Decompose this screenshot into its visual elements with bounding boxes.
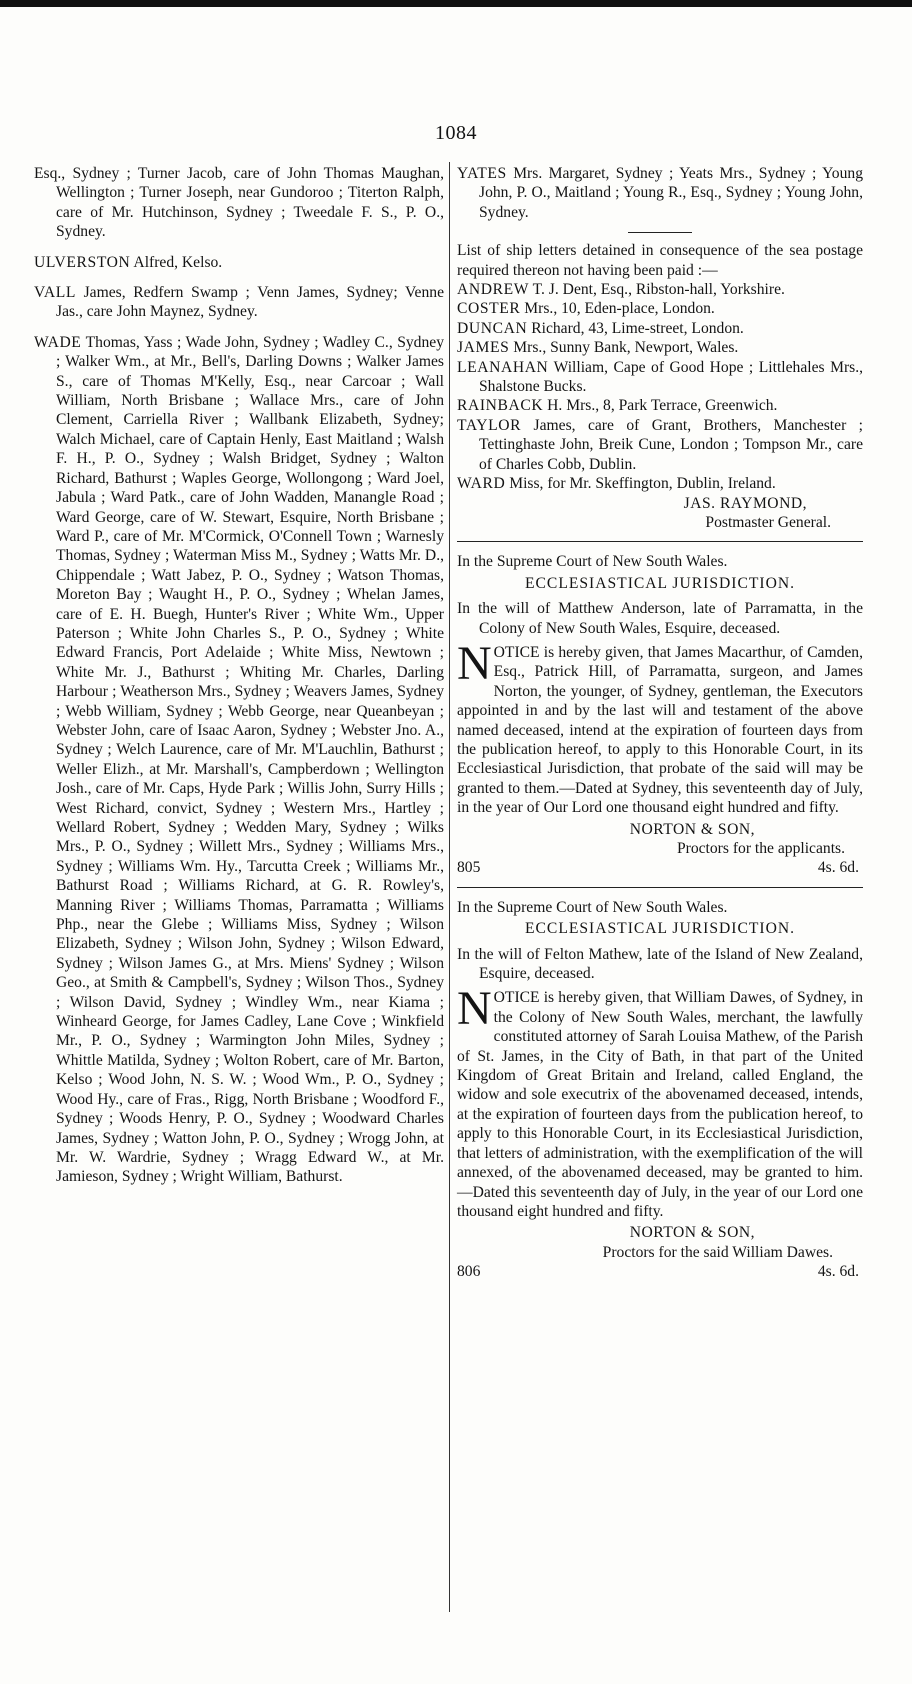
- top-border-rule: [0, 0, 912, 7]
- entry-surname: VALL: [34, 284, 76, 302]
- entry-text: William, Cape of Good Hope ; Littlehales Mrs., Shalstone Bucks.: [479, 358, 863, 396]
- entry-text: H. Mrs., 8, Park Terrace, Greenwich.: [543, 397, 778, 415]
- ship-letter-entry: [457, 338, 863, 357]
- ship-letter-entry: [457, 358, 863, 397]
- notice-number: 806: [457, 1263, 481, 1281]
- section-rule: [628, 232, 692, 233]
- notice-footer: [457, 1262, 863, 1281]
- entry-surname: LEANAHAN: [457, 358, 549, 376]
- entry-text: T. J. Dent, Esq., Ribston-hall, Yorkshire.: [529, 281, 785, 299]
- entry-surname: YATES: [457, 165, 507, 182]
- section-rule: [457, 541, 863, 542]
- ship-letter-entry: [457, 299, 863, 318]
- notice-805: [457, 552, 863, 878]
- entry-surname: WARD: [457, 475, 506, 493]
- entry-text: James, Redfern Swamp ; Venn James, Sydney; Venne Jas., care John Maynez, Sydney.: [56, 284, 444, 321]
- postmaster-signature: JAS. RAYMOND,: [683, 494, 807, 512]
- entry-surname: JAMES: [457, 339, 510, 357]
- page-number: 1084: [435, 122, 477, 144]
- entry-text: Richard, 43, Lime-street, London.: [527, 319, 744, 337]
- will-caption: In the will of Matthew Anderson, late of Parramatta, in the Colony of New South Wales, Esquire, deceased.: [457, 600, 863, 637]
- notice-806: [457, 898, 863, 1282]
- court-heading: In the Supreme Court of New South Wales.: [457, 898, 728, 916]
- entry-text: Mrs., 10, Eden-place, London.: [520, 300, 715, 318]
- ship-letter-entry: [457, 416, 863, 474]
- notice-price: 4s. 6d.: [817, 859, 859, 877]
- notice-number: 805: [457, 859, 481, 877]
- ship-letter-entry: [457, 319, 863, 338]
- entry-surname: RAINBACK: [457, 397, 544, 415]
- entry-surname: DUNCAN: [457, 319, 528, 337]
- will-caption: In the will of Felton Mathew, late of the Island of New Zealand, Esquire, deceased.: [457, 945, 863, 983]
- right-column: [457, 164, 863, 1282]
- entry-surname: WADE: [34, 333, 82, 351]
- letter-list-entry-v: [34, 283, 444, 322]
- letter-list-entry-w: [34, 333, 444, 1187]
- proctors-title: Proctors for the applicants.: [676, 840, 845, 857]
- ship-letters-intro: List of ship letters detained in consequence of the sea postage required thereon not having been paid :—: [457, 242, 863, 279]
- entry-text: Alfred, Kelso.: [130, 253, 223, 271]
- notice-footer: [457, 858, 863, 877]
- left-column: [34, 164, 444, 1198]
- entry-surname: COSTER: [457, 300, 521, 318]
- jurisdiction-heading: ECCLESIASTICAL JURISDICTION.: [525, 920, 795, 938]
- proctors-name: NORTON & SON,: [629, 1224, 755, 1242]
- court-heading: In the Supreme Court of New South Wales.: [457, 553, 728, 571]
- entry-text: Thomas, Yass ; Wade John, Sydney ; Wadley C., Sydney ; Walker Wm., at Mr., Bell's, Darling Downs ; Walker James S., care of Thomas M'Kelly, Esq., near Carcoar ; Wall William, North Brisbane ; Wallace Mrs., care of John Clement, Carriella River ; Wallbank Elizabeth, Sydney; Walch Michael, care of Captain Henly, East Maitland ; Walsh F. H., P. O., Sydney ; Walsh Bridget, Sydney ; Walton Richard, Bathurst ; Waples George, Wollongong ; Ward Joel, Jabula ; Ward Patk., care of John Wadden, Manangle Road ; Ward George, care of W. Stewart, Esquire, North Brisbane ; Ward P., care of Mr. M'Cormick, O'Connell Town ; Warnesly Thomas, Sydney ; Waterman Miss M., Sydney ; Watts Mr. D., Chippendale ; Watt Jabez, P. O., Sydney ; Watson Thomas, Moreton Bay ; Waught H., P. O., Sydney ; Whelan James, care of E. H. Buegh, Hunter's River ; White Wm., Upper Paterson ; White John Charles S., P. O., Sydney ; White Edward Francis, Port Adelaide ; White Miss, Newtown ; White Mr. J., Bathurst ; Whiting Mr. Charles, Darling Harbour ; Weatherson Mrs., Sydney ; Weavers James, Sydney ; Webb William, Sydney ; Webb George, near Queanbeyan ; Webster John, care of Isaac Aaron, Sydney ; Webster Jno. A., Sydney ; Welch Laurence, care of Mr. M'Lauchlin, Bathurst ; Weller Elizh., at Mr. Marshall's, Campberdown ; Wellington Josh., care of Mr. Caps, Hyde Park ; Willis John, Surry Hills ; West Richard, convict, Sydney ; Western Mrs., Hartley ; Wellard Robert, Sydney ; Wedden Mary, Sydney ; Wilks Mrs., P. O., Sydney ; Willett Mrs., Sydney ; Williams Mrs., Sydney ; Williams Wm. Hy., Tarcutta Creek ; Williams Mr., Bathurst Road ; Williams Richard, at G. R. Rowley's, Manning River ; Williams Thomas, Parramatta ; Williams Php., near the Glebe ; Williams Miss, Sydney ; Wilson Elizabeth, Sydney ; Wilson John, Sydney ; Wilson Edward, Sydney ; Wilson James G., at Mrs. Miens' Sydney ; Wilson Geo., at Smith & Campbell's, Sydney ; Wilson Thos., Sydney ; Wilson David, Sydney ; Windley Wm., near Kiama ; Winheard George, for James Cadley, Lane Cove ; Winkfield Mr., P. O., Sydney ; Warmington John Miles, Sydney ; Whittle Matilda, Sydney ; Wolton Robert, care of Mr. Barton, Kelso ; Wood John, N. S. W. ; Wood Wm., P. O., Sydney ; Wood Hy., care of Fras., Rigg, North Brisbane ; Woodford F., Sydney ; Woods Henry, P. O., Sydney ; Woodward Charles James, Sydney ; Watton John, P. O., Sydney ; Wrogg John, at Mr. W. Wardrie, Sydney ; Wragg Edward W., at Mr. Jamieson, Sydney ; Wright William, Bathurst.: [56, 333, 444, 1186]
- section-rule: [457, 887, 863, 888]
- postmaster-title: Postmaster General.: [705, 513, 831, 531]
- entry-surname: TAYLOR: [457, 416, 522, 434]
- letter-list-entry-t: [34, 164, 444, 242]
- entry-text: Esq., Sydney ; Turner Jacob, care of John Thomas Maughan, Wellington ; Turner Joseph, near Gundoroo ; Titerton Ralph, care of Mr. Hutchinson, Sydney ; Tweedale F. S., P. O., Sydney.: [34, 165, 444, 241]
- notice-price: 4s. 6d.: [817, 1263, 859, 1281]
- notice-body: NOTICE is hereby given, that James Macarthur, of Camden, Esq., Patrick Hill, of Parramatta, surgeon, and James Norton, the younger, of Sydney, gentleman, the Executors appointed in and by the last will and testament of the above named deceased, intend at the expiration of fourteen days from the publication hereof, to apply to this Honorable Court, in its Ecclesiastical Jurisdiction, that probate of the said will may be granted to them.—Dated at Sydney, this seventeenth day of July, in the year of Our Lord one thousand eight hundred and fifty.: [457, 636, 863, 817]
- entry-surname: ULVERSTON: [34, 253, 131, 271]
- column-divider: [449, 162, 450, 1612]
- ship-letter-entry: [457, 396, 863, 415]
- entry-surname: ANDREW: [457, 281, 530, 299]
- ship-letter-entry: [457, 474, 863, 493]
- ship-letter-entry: [457, 280, 863, 299]
- letter-list-entry-y: [457, 164, 863, 222]
- letter-list-entry-u: [34, 253, 444, 272]
- entry-text: Mrs., Sunny Bank, Newport, Wales.: [509, 339, 739, 357]
- notice-body: NOTICE is hereby given, that William Dawes, of Sydney, in the Colony of New South Wales, merchant, the lawfully constituted attorney of Sarah Louisa Mathew, of the Parish of St. James, in the City of Bath, in that part of the United Kingdom of Great Britain and Ireland, called England, the widow and sole executrix of the abovenamed deceased, intends, at the expiration of fourteen days from the publication hereof, to apply to this Honorable Court, in its Ecclesiastical Jurisdiction, that letters of administration, with the exemplification of the will annexed, of the abovenamed deceased, may be granted to him.—Dated this seventeenth day of July, in the year of our Lord one thousand eight hundred and fifty.: [457, 982, 863, 1220]
- proctors-title: Proctors for the said William Dawes.: [602, 1243, 833, 1261]
- jurisdiction-heading: ECCLESIASTICAL JURISDICTION.: [525, 574, 795, 592]
- entry-text: Mrs. Margaret, Sydney ; Yeats Mrs., Sydney ; Young John, P. O., Maitland ; Young R., Esq., Sydney ; Young John, Sydney.: [479, 165, 863, 221]
- ship-letters-section: [457, 241, 863, 532]
- proctors-name: NORTON & SON,: [629, 820, 755, 838]
- entry-text: James, care of Grant, Brothers, Manchester ; Tettinghaste John, Breik Cune, London ; Tompson Mr., care of Charles Cobb, Dublin.: [479, 416, 863, 473]
- entry-text: Miss, for Mr. Skeffington, Dublin, Ireland.: [505, 475, 776, 493]
